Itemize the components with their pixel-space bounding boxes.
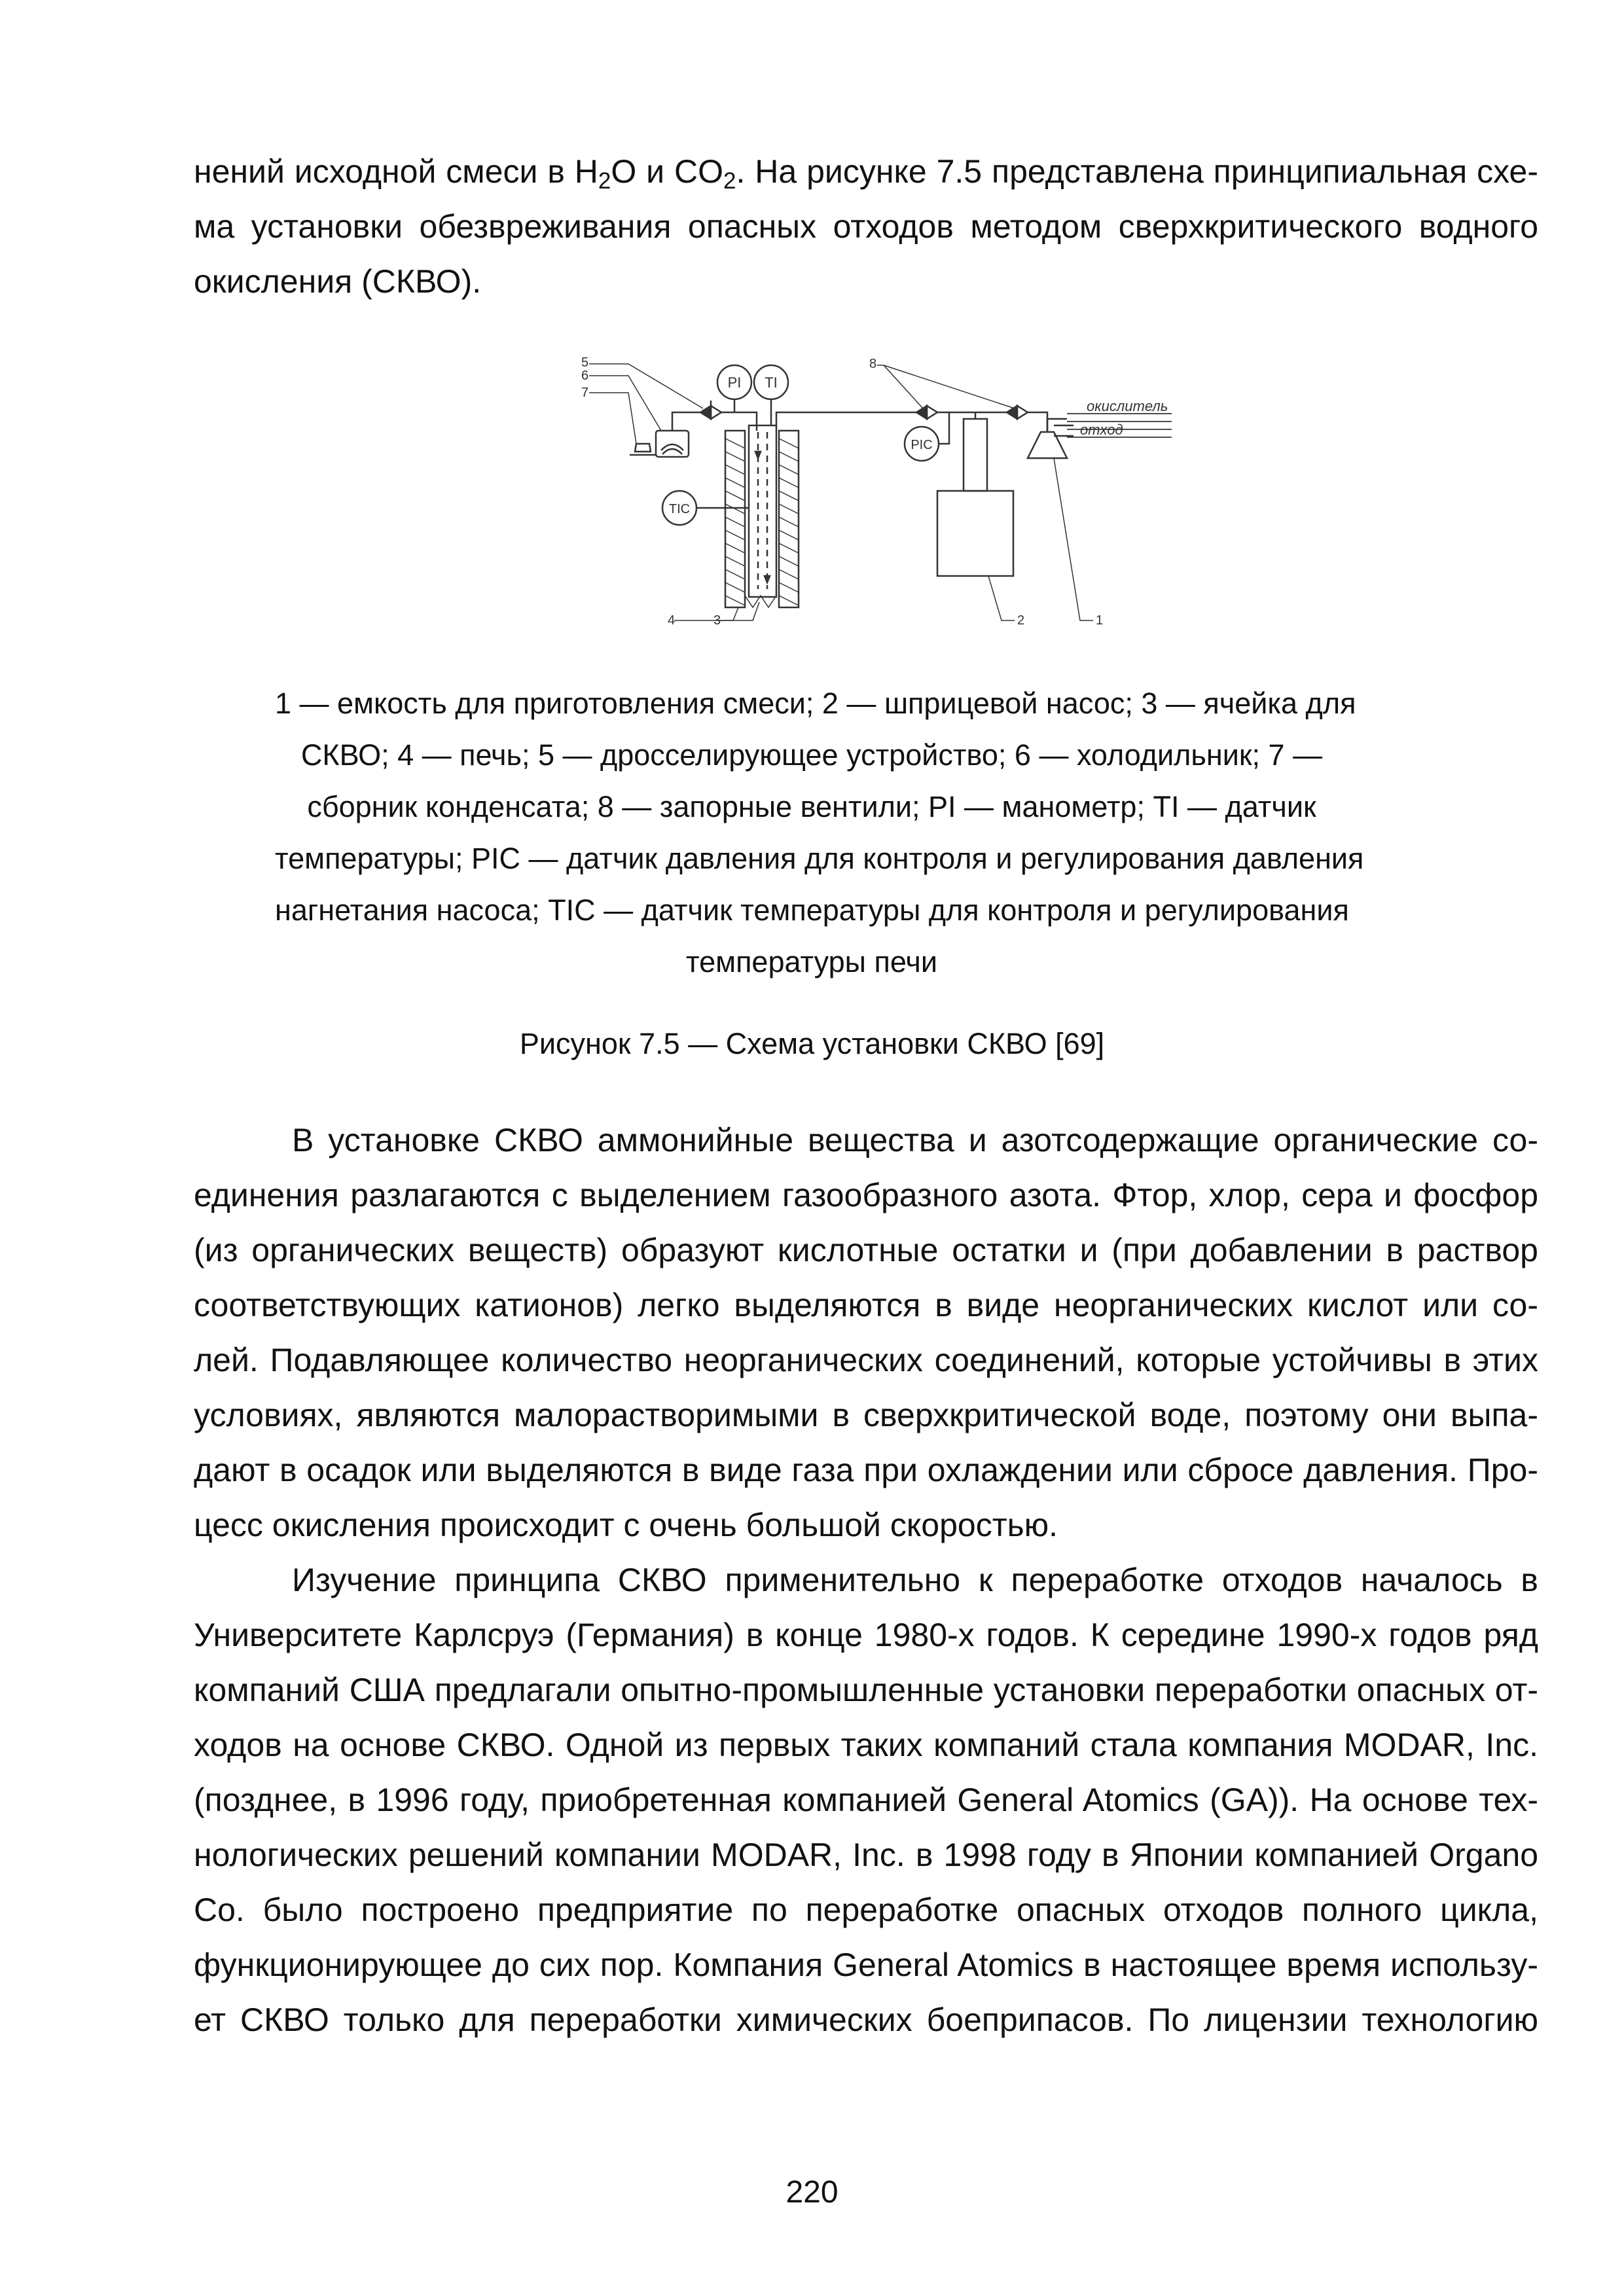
label-1: 1 <box>1096 613 1104 628</box>
label-pi: PI <box>727 374 742 391</box>
condensate-collector <box>630 444 656 455</box>
paragraph-2-line: В установке СКВО аммонийные вещества и азотсодержащие органические со- <box>292 1122 1538 1158</box>
figure-legend <box>275 677 1364 988</box>
paragraph-3 <box>194 1552 1538 2047</box>
legend-line-2: СКВО; 4 — печь; 5 — дросселирующее устройство; 6 — холодильник; 7 — <box>300 738 1323 772</box>
paragraph-2 <box>194 1113 1538 1552</box>
intro-line-1: нений исходной смеси в $H_2O$ и $CO_2$. На рисунке 7.5 представлена принципиальная схе- <box>194 153 1538 194</box>
intro-line-3: окисления (СКВО). <box>194 263 482 300</box>
label-2: 2 <box>1017 613 1025 628</box>
paragraph-3-line: функционирующее до сих пор. Компания General Atomics в настоящее время использу- <box>194 1946 1538 1983</box>
shutoff-valve-right <box>1007 406 1028 419</box>
scwo-cell <box>749 425 776 597</box>
paragraph-3-line: ходов на основе СКВО. Одной из первых таких компаний стала компания MODAR, Inc. <box>194 1727 1538 1763</box>
cooler <box>656 431 689 457</box>
paragraph-3-line: (позднее, в 1996 году, приобретенная компанией General Atomics (GA)). На основе тех- <box>194 1782 1538 1818</box>
label-4: 4 <box>668 613 676 628</box>
legend-line-1: 1 — емкость для приготовления смеси; 2 — шприцевой насос; 3 — ячейка для <box>275 687 1356 720</box>
shutoff-valve-left <box>916 406 937 419</box>
temperature-sensor-ti <box>754 365 788 425</box>
paragraph-3-line: Изучение принципа СКВО применительно к переработке отходов началось в <box>292 1562 1538 1598</box>
page-number: 220 <box>785 2175 839 2210</box>
legend-line-4: температуры; PIC — датчик давления для контроля и регулирования давления <box>275 842 1364 875</box>
paragraph-2-line: лей. Подавляющее количество неорганических соединений, которые устойчивы в этих <box>194 1342 1538 1378</box>
paragraph-2-line: цесс окисления происходит с очень большой скоростью. <box>194 1507 1058 1543</box>
legend-line-6: температуры печи <box>686 945 937 978</box>
label-5: 5 <box>581 355 589 370</box>
paragraph-3-line: Университете Карлсруэ (Германия) в конце 1980-х годов. К середине 1990-х годов ряд <box>194 1617 1538 1653</box>
paragraph-3-line: нологических решений компании MODAR, Inc. в 1998 году в Японии компанией Organo <box>194 1837 1538 1873</box>
furnace <box>725 431 799 607</box>
mixing-vessel <box>1028 398 1172 458</box>
leader-lines <box>589 364 1093 620</box>
label-pic: PIC <box>911 438 933 452</box>
paragraph-2-line: (из органических веществ) образуют кислотные остатки и (при добавлении в раствор <box>194 1232 1538 1268</box>
intro-line-2: ма установки обезвреживания опасных отходов методом сверхкритического водного <box>194 208 1538 245</box>
paragraph-2-line: единения разлагаются с выделением газообразного азота. Фтор, хлор, сера и фосфор <box>194 1177 1538 1213</box>
label-3: 3 <box>713 613 721 628</box>
intro-paragraph <box>194 144 1538 309</box>
label-oxidizer: окислитель <box>1087 398 1168 414</box>
paragraph-3-line: Co. было построено предприятие по переработке опасных отходов полного цикла, <box>194 1892 1538 1928</box>
label-6: 6 <box>581 368 589 383</box>
label-ti: TI <box>765 374 778 391</box>
pressure-gauge-pi <box>717 365 751 412</box>
paragraph-3-line: ет СКВО только для переработки химических боеприпасов. По лицензии технологию <box>194 2001 1538 2038</box>
figure-title: Рисунок 7.5 — Схема установки СКВО [69] <box>519 1027 1105 1060</box>
paragraph-2-line: условиях, являются малорастворимыми в сверхкритической воде, поэтому они выпа- <box>194 1397 1538 1433</box>
paragraph-2-line: соответствующих катионов) легко выделяются в виде неорганических кислот или со- <box>194 1287 1538 1323</box>
scwo-schematic-figure <box>563 353 1191 628</box>
label-waste: отход <box>1080 422 1123 438</box>
legend-line-3: сборник конденсата; 8 — запорные вентили; PI — манометр; TI — датчик <box>307 790 1316 823</box>
throttle-valve <box>700 401 721 419</box>
legend-line-5: нагнетания насоса; TIC — датчик температуры для контроля и регулирования <box>275 893 1349 927</box>
paragraph-3-line: компаний США предлагали опытно-промышленные установки переработки опасных от- <box>194 1672 1538 1708</box>
label-tic: TIC <box>668 502 691 516</box>
label-8: 8 <box>869 357 877 371</box>
paragraph-2-line: дают в осадок или выделяются в виде газа при охлаждении или сбросе давления. Про- <box>194 1452 1538 1488</box>
label-7: 7 <box>581 386 589 400</box>
